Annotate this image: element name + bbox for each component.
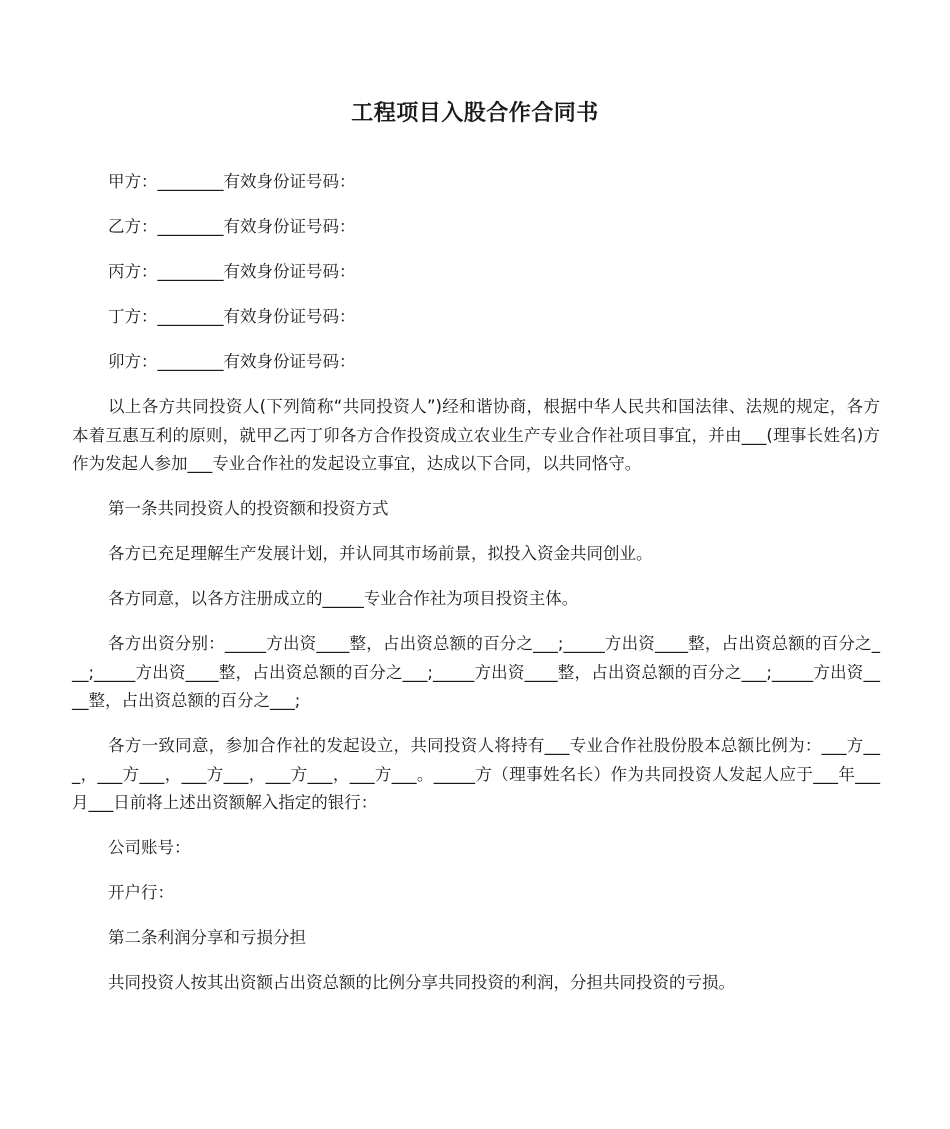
party-c-line: 丙方：________有效身份证号码： <box>108 262 356 281</box>
party-a-line: 甲方：________有效身份证号码： <box>108 172 356 191</box>
shareholding-paragraph: 各方一致同意，参加合作社的发起设立，共同投资人将持有___专业合作社股份股本总额比例为：___方___，___方___，___方___，___方___，___方___。_____方（理事姓名长）作为共同投资人发起人应于___年___月___日前将上述出资额解入指定的银行： <box>72 736 880 812</box>
article-2-paragraph: 共同投资人按其出资额占出资总额的比例分享共同投资的利润，分担共同投资的亏损。 <box>108 973 735 992</box>
document-body <box>72 168 880 1014</box>
article-1-paragraph-2: 各方同意，以各方注册成立的_____专业合作社为项目投资主体。 <box>108 589 579 608</box>
party-e-line: 卯方：________有效身份证号码： <box>108 352 356 371</box>
preamble-paragraph: 以上各方共同投资人(下列简称“共同投资人”)经和谐协商，根据中华人民共和国法律、法规的规定，各方本着互惠互利的原则，就甲乙丙丁卯各方合作投资成立农业生产专业合作社项目事宜，并由___(理事长姓名)方作为发起人参加___专业合作社的发起设立事宜，达成以下合同，以共同恪守。 <box>72 397 880 473</box>
article-1-heading: 第一条共同投资人的投资额和投资方式 <box>108 499 389 518</box>
article-2-heading: 第二条利润分享和亏损分担 <box>108 928 306 947</box>
article-1-paragraph-1: 各方已充足理解生产发展计划，并认同其市场前景，拟投入资金共同创业。 <box>108 544 653 563</box>
party-d-line: 丁方：________有效身份证号码： <box>108 307 356 326</box>
capital-contribution-paragraph: 各方出资分别：_____方出资____整，占出资总额的百分之___;_____方出资____整，占出资总额的百分之___;_____方出资____整，占出资总额的百分之___;_____方出资____整，占出资总额的百分之___;_____方出资____整，占出资总额的百分之___; <box>72 634 880 710</box>
document-title: 工程项目入股合作合同书 <box>351 101 599 126</box>
company-account-line: 公司账号： <box>108 838 191 857</box>
party-b-line: 乙方：________有效身份证号码： <box>108 217 356 236</box>
opening-bank-line: 开户行： <box>108 883 174 902</box>
